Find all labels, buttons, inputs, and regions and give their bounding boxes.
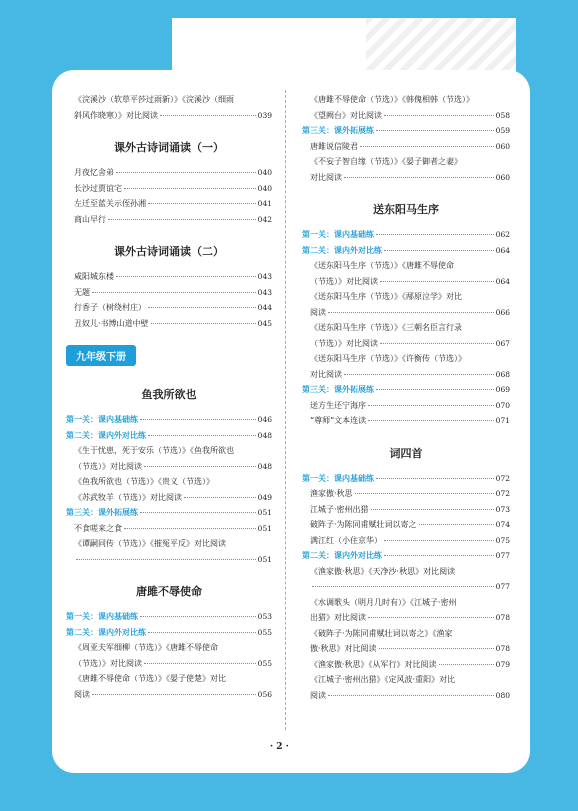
toc-entry [302,672,510,688]
toc-entry-title: 第二关：课内外对比练 [302,551,382,560]
leader-dots [148,307,256,308]
toc-entry-title: （节选）》对比阅读 [310,338,378,348]
toc-entry-title: 《送东阳马生序（节选）》《三朝名臣言行录 [310,323,462,332]
toc-entry [302,274,510,290]
toc-entry-title: 《水调歌头（明月几时有）》《江城子·密州 [310,597,457,607]
toc-entry [302,579,510,595]
toc-entry-title: 阅读 [310,690,326,700]
toc-entry [66,552,272,568]
toc-entry-title: 《周亚夫军细柳（节选）》《唐雎不辱使命 [74,643,218,652]
toc-entry-title: 《送东阳马生序（节选）》《邴原泣学》对比 [310,292,462,301]
toc-page-number: 062 [495,230,510,239]
header-stripe [366,18,516,74]
toc-entry-title: 阅读 [74,689,90,699]
leader-dots [355,493,494,494]
toc-entry [302,486,510,502]
toc-entry [66,92,272,108]
leader-dots [384,250,494,251]
toc-page-number: 071 [495,416,510,425]
toc-entry [66,490,272,506]
toc-entry [66,443,272,459]
leader-dots [124,188,256,189]
toc-entry [66,165,272,181]
toc-entry-title: 《谭嗣同传（节选）》《摧冤平反》对比阅读 [74,539,226,548]
toc-page-number: 064 [495,276,510,286]
toc-entry [66,656,272,672]
section-heading: 唐雎不辱使命 [136,585,202,598]
toc-entry [66,687,272,703]
toc-entry [66,316,272,332]
toc-entry-title: 咸阳城东楼 [74,272,114,281]
toc-page-number: 044 [257,303,272,312]
toc-entry [302,398,510,414]
toc-page-number: 058 [495,110,510,120]
leader-dots [108,219,256,220]
leader-dots [148,203,256,204]
toc-entry [302,336,510,352]
toc-entry [302,688,510,704]
toc-page-number: 069 [495,385,510,394]
leader-dots [144,466,256,467]
leader-dots [360,146,494,147]
toc-page-number: 075 [495,535,510,545]
toc-page-number: 051 [257,508,272,517]
toc-entry [302,154,510,170]
leader-dots [380,343,494,344]
toc-entry [66,671,272,687]
leader-dots [116,172,256,173]
leader-dots [380,281,494,282]
toc-page-number: 060 [495,141,510,151]
toc-page-number: 055 [257,627,272,637]
toc-entry-title: 不食嗟来之食 [74,523,122,533]
toc-entry [302,413,510,429]
toc-entry [66,640,272,656]
toc-entry [302,626,510,642]
toc-entry-title: 第三关：课外拓展练 [302,385,374,394]
toc-entry [302,533,510,549]
toc-entry-title: 《生于忧患，死于安乐（节选）》《鱼我所欲也 [74,446,234,455]
toc-stage-entry [302,382,510,398]
toc-entry-title: 送方生还宁海序 [310,400,366,410]
toc-page-number: 067 [495,338,510,348]
section-heading: 课外古诗词诵读（二） [114,245,224,258]
leader-dots [92,292,256,293]
toc-entry-title: 斜风作晓寒）》对比阅读 [74,110,158,120]
toc-page-number: 072 [495,473,510,483]
toc-entry [66,269,272,285]
toc-entry-title: 出猎》对比阅读 [310,613,366,622]
toc-entry-title: “尊师”文本连读 [310,416,367,425]
leader-dots [379,648,494,649]
toc-page-number: 048 [257,461,272,471]
toc-entry [66,285,272,301]
toc-entry-title: 第二关：课内外对比练 [66,430,146,440]
toc-page-number: 045 [257,318,272,328]
leader-dots [376,478,494,479]
toc-entry-title: 《鱼我所欲也（节选）》《贵义（节选）》 [74,477,214,486]
toc-entry [66,300,272,316]
toc-page-number: 042 [257,214,272,224]
toc-entry [302,92,510,108]
leader-dots [419,524,494,525]
leader-dots [144,663,256,664]
toc-page-number: 039 [257,110,272,120]
toc-entry-title: 《送东阳马生序（节选）》《许衡传（节选）》 [310,354,466,363]
toc-entry-title: （节选）》对比阅读 [310,276,378,286]
toc-page-number: 073 [495,504,510,514]
leader-dots [148,632,256,633]
leader-dots [140,512,256,513]
toc-page-number: 051 [257,554,272,564]
leader-dots [148,435,256,436]
leader-dots [368,420,493,421]
leader-dots [439,664,494,665]
toc-entry [302,564,510,580]
toc-entry-title: 傲·秋思》对比阅读 [310,644,377,653]
toc-entry-title: 第三关：课外拓展练 [302,126,374,135]
toc-entry-title: 《江城子·密州出猎》《定风波·重阳》对比 [310,675,456,684]
toc-entry [302,351,510,367]
toc-page-number: 070 [495,400,510,410]
toc-entry [66,196,272,212]
toc-entry-title: 江城子·密州出猎 [310,504,369,514]
toc-entry-title: 《破阵子·为陈同甫赋壮词以寄之》《渔家 [310,628,453,638]
leader-dots [328,312,494,313]
toc-entry [302,258,510,274]
toc-entry-title: 第三关：课外拓展练 [66,508,138,517]
grade-banner: 九年级下册 [66,345,136,366]
toc-page-number: 077 [495,582,510,591]
toc-entry-title: 《渔家傲·秋思》《从军行》对比阅读 [310,659,437,669]
toc-entry [302,108,510,124]
toc-page-number: 080 [495,690,510,700]
toc-page-number: 040 [257,168,272,177]
toc-entry [66,108,272,124]
section-heading: 鱼我所欲也 [141,388,197,401]
leader-dots [92,694,256,695]
toc-entry [66,212,272,228]
toc-page-number: 059 [495,126,510,135]
toc-entry [302,657,510,673]
toc-entry [66,474,272,490]
leader-dots [140,616,256,617]
toc-entry-title: 满江红（小住京华） [310,535,382,545]
right-column [302,92,510,703]
toc-entry-title: 月夜忆舍弟 [74,168,114,177]
toc-entry [66,521,272,537]
leader-dots [151,323,256,324]
toc-entry [302,320,510,336]
toc-page-number: 041 [257,199,272,208]
leader-dots [368,405,494,406]
toc-page-number: 053 [257,612,272,621]
toc-page-number: 051 [257,523,272,533]
toc-stage-entry [66,428,272,444]
leader-dots [376,130,494,131]
toc-stage-entry [66,505,272,521]
toc-page-number: 040 [257,183,272,193]
toc-stage-entry [302,471,510,487]
toc-page-number: 077 [495,551,510,560]
toc-entry [302,595,510,611]
toc-stage-entry [302,243,510,259]
toc-entry-title: 《望阙台》对比阅读 [310,110,382,120]
toc-entry [302,502,510,518]
toc-entry-title: 《渔家傲·秋思》《天净沙·秋思》对比阅读 [310,566,456,576]
column-divider [285,90,286,730]
leader-dots [124,528,256,529]
toc-entry-title: 阅读 [310,307,326,317]
toc-entry-title: 第一关：课内基础练 [302,473,374,483]
leader-dots [384,115,494,116]
toc-stage-entry [302,548,510,564]
toc-entry-title: （节选）》对比阅读 [74,461,142,471]
toc-entry-title: 《唐雎不辱使命（节选）》《韩傀相韩（节选）》 [310,95,474,104]
leader-dots [184,497,256,498]
toc-entry-title: 《唐雎不辱使命（节选）》《晏子使楚》对比 [74,674,226,683]
toc-entry [302,170,510,186]
toc-page-number: 078 [495,644,510,653]
toc-page-number: 066 [495,307,510,317]
toc-entry-title: 对比阅读 [310,369,342,379]
toc-page-number: 056 [257,689,272,699]
section-heading: 课外古诗词诵读（一） [114,141,224,154]
toc-page-number: 049 [257,492,272,502]
section-heading: 送东阳马生序 [373,203,439,216]
toc-page-number: 043 [257,287,272,297]
toc-entry-title: 长沙过贾谊宅 [74,183,122,193]
toc-entry-title: 唐雎说信陵君 [310,141,358,151]
leader-dots [160,115,256,116]
left-column [66,92,272,702]
toc-page-number: 046 [257,415,272,424]
leader-dots [384,555,494,556]
toc-entry-title: 《苏武牧羊（节选）》对比阅读 [74,492,182,502]
toc-entry [302,367,510,383]
toc-stage-entry [66,609,272,625]
toc-entry-title: 丑奴儿·书博山道中壁 [74,318,149,328]
toc-page-number: 048 [257,430,272,440]
toc-page-number: 079 [495,659,510,669]
leader-dots [376,389,494,390]
toc-entry-title: 第一关：课内基础练 [302,230,374,239]
toc-entry-title: 第二关：课内外对比练 [66,627,146,637]
toc-entry-title: 第一关：课内基础练 [66,612,138,621]
toc-page-number: 074 [495,520,510,529]
toc-page-number: 060 [495,172,510,182]
leader-dots [371,509,494,510]
toc-page-number: 043 [257,272,272,281]
leader-dots [140,419,256,420]
leader-dots [368,617,494,618]
toc-entry [302,610,510,626]
leader-dots [76,559,256,560]
toc-entry-title: 破阵子·为陈同甫赋壮词以寄之 [310,520,417,529]
toc-stage-entry [66,412,272,428]
toc-page-number: 072 [495,489,510,498]
header-strip [172,18,516,74]
toc-entry-title: 商山早行 [74,214,106,224]
toc-entry-title: 《不妄子智自缘（节选）》《晏子御者之妻》 [310,157,462,166]
leader-dots [344,177,494,178]
toc-entry [302,139,510,155]
toc-entry-title: 行香子（树绕村庄） [74,303,146,312]
toc-entry [302,641,510,657]
leader-dots [116,276,256,277]
toc-stage-entry [302,227,510,243]
toc-entry-title: 第一关：课内基础练 [66,415,138,424]
toc-entry-title: 第二关：课内外对比练 [302,245,382,255]
toc-page-number: 055 [257,658,272,668]
leader-dots [344,374,494,375]
toc-entry [66,459,272,475]
page-number: · 2 · [270,742,289,752]
toc-entry [302,289,510,305]
toc-entry-title: （节选）》对比阅读 [74,658,142,668]
toc-page-number: 064 [495,245,510,255]
toc-entry-title: 无题 [74,287,90,297]
leader-dots [384,540,494,541]
toc-entry-title: 《浣溪沙（软草平莎过雨新）》《浣溪沙（细雨 [74,95,234,104]
section-heading: 词四首 [389,446,423,460]
toc-entry [66,181,272,197]
toc-page-number: 078 [495,613,510,622]
leader-dots [376,234,494,235]
leader-dots [312,586,494,587]
toc-entry [302,305,510,321]
toc-entry-title: 渔家傲·秋思 [310,489,353,498]
toc-entry-title: 对比阅读 [310,172,342,182]
toc-page-number: 068 [495,369,510,379]
toc-entry [66,536,272,552]
toc-entry-title: 《送东阳马生序（节选）》《唐雎不辱使命 [310,261,454,270]
toc-stage-entry [302,123,510,139]
leader-dots [328,695,494,696]
toc-stage-entry [66,625,272,641]
toc-entry-title: 左迁至蓝关示侄孙湘 [74,199,146,208]
toc-entry [302,517,510,533]
